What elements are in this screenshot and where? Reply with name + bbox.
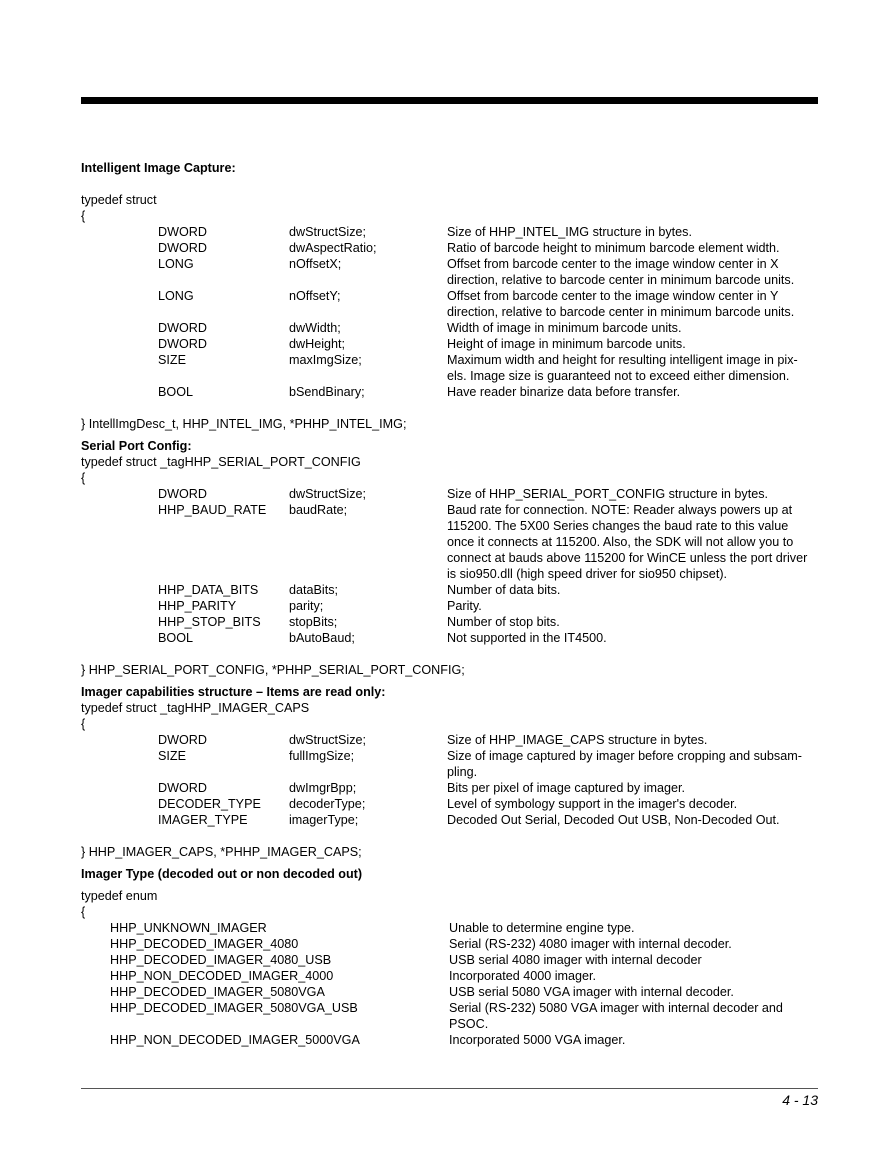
field-name: dwStructSize;: [289, 487, 366, 501]
field-name: dwAspectRatio;: [289, 241, 377, 255]
section-heading: Intelligent Image Capture:: [81, 161, 236, 175]
field-name: bSendBinary;: [289, 385, 365, 399]
enum-desc: Unable to determine engine type.: [449, 921, 635, 935]
field-name: fullImgSize;: [289, 749, 355, 763]
enum-desc: USB serial 4080 imager with internal decoder: [449, 953, 702, 967]
field-desc: Offset from barcode center to the image window center in Y direction, relative to barcode center in minimum barcode units.: [447, 289, 795, 319]
field-row: [81, 240, 818, 256]
field-name: maxImgSize;: [289, 353, 362, 367]
open-brace: {: [81, 905, 86, 919]
field-desc: Height of image in minimum barcode units.: [447, 337, 686, 351]
field-type: DWORD: [158, 337, 207, 351]
field-type: DWORD: [158, 487, 207, 501]
field-desc: Decoded Out Serial, Decoded Out USB, Non-Decoded Out.: [447, 813, 780, 827]
typedef-open: typedef enum: [81, 889, 158, 903]
field-type: DWORD: [158, 225, 207, 239]
field-type: DWORD: [158, 733, 207, 747]
enum-name: HHP_DECODED_IMAGER_5080VGA_USB: [110, 1001, 358, 1015]
field-name: dwStructSize;: [289, 225, 366, 239]
enum-name: HHP_NON_DECODED_IMAGER_4000: [110, 969, 334, 983]
field-name: dwWidth;: [289, 321, 341, 335]
section-heading: Serial Port Config:: [81, 439, 192, 453]
field-name: imagerType;: [289, 813, 359, 827]
field-name: dwStructSize;: [289, 733, 366, 747]
enum-row: [81, 968, 818, 984]
field-name: decoderType;: [289, 797, 366, 811]
field-name: baudRate;: [289, 503, 348, 517]
field-desc: Have reader binarize data before transfer.: [447, 385, 681, 399]
field-name: dwImgrBpp;: [289, 781, 357, 795]
field-name: bAutoBaud;: [289, 631, 355, 645]
field-type: HHP_BAUD_RATE: [158, 503, 267, 517]
field-desc: Size of HHP_INTEL_IMG structure in bytes.: [447, 225, 692, 239]
field-name: stopBits;: [289, 615, 338, 629]
section-heading: Imager Type (decoded out or non decoded out): [81, 867, 363, 881]
typedef-close: } IntellImgDesc_t, HHP_INTEL_IMG, *PHHP_INTEL_IMG;: [81, 417, 407, 431]
field-row: [81, 224, 818, 240]
field-name: nOffsetX;: [289, 257, 342, 271]
field-row: [81, 384, 818, 400]
enum-name: HHP_DECODED_IMAGER_4080_USB: [110, 953, 332, 967]
field-row: [81, 352, 818, 384]
field-desc: Baud rate for connection. NOTE: Reader always powers up at 115200. The 5X00 Series changes the baud rate to this value once it connects at 115200. Also, the SDK will not allow you to connect at bauds above 115200 for WinCE unless the port driver is sio950.dll (high speed driver for sio950 chipset).: [447, 503, 808, 581]
enum-row: [81, 920, 818, 936]
enum-name: HHP_UNKNOWN_IMAGER: [110, 921, 267, 935]
field-row: [81, 288, 818, 320]
field-name: parity;: [289, 599, 324, 613]
field-name: dataBits;: [289, 583, 339, 597]
document-body: [81, 160, 818, 1048]
field-row: [81, 256, 818, 288]
section-heading: Imager capabilities structure – Items are read only:: [81, 685, 386, 699]
field-row: [81, 502, 818, 582]
field-row: [81, 336, 818, 352]
field-desc: Not supported in the IT4500.: [447, 631, 607, 645]
field-row: [81, 630, 818, 646]
field-type: BOOL: [158, 385, 193, 399]
enum-desc: Incorporated 5000 VGA imager.: [449, 1033, 626, 1047]
enum-row: [81, 1032, 818, 1048]
open-brace: {: [81, 209, 86, 223]
field-desc: Level of symbology support in the imager's decoder.: [447, 797, 738, 811]
field-row: [81, 486, 818, 502]
field-name: nOffsetY;: [289, 289, 341, 303]
field-row: [81, 614, 818, 630]
enum-desc: Incorporated 4000 imager.: [449, 969, 597, 983]
field-type: DWORD: [158, 781, 207, 795]
field-type: LONG: [158, 257, 194, 271]
enum-row: [81, 1000, 818, 1032]
field-desc: Parity.: [447, 599, 482, 613]
field-type: LONG: [158, 289, 194, 303]
top-rule: [81, 97, 818, 104]
page-number: 4 - 13: [782, 1092, 818, 1108]
field-type: IMAGER_TYPE: [158, 813, 248, 827]
field-desc: Size of HHP_IMAGE_CAPS structure in bytes.: [447, 733, 708, 747]
enum-name: HHP_DECODED_IMAGER_4080: [110, 937, 299, 951]
enum-name: HHP_DECODED_IMAGER_5080VGA: [110, 985, 325, 999]
field-row: [81, 812, 818, 828]
field-row: [81, 780, 818, 796]
field-row: [81, 582, 818, 598]
field-type: HHP_PARITY: [158, 599, 237, 613]
field-type: SIZE: [158, 749, 186, 763]
typedef-open: typedef struct _tagHHP_SERIAL_PORT_CONFIG: [81, 455, 361, 469]
field-type: DWORD: [158, 321, 207, 335]
field-desc: Maximum width and height for resulting intelligent image in pix-els. Image size is guaranteed not to exceed either dimension.: [447, 353, 798, 383]
field-type: DECODER_TYPE: [158, 797, 261, 811]
enum-desc: Serial (RS-232) 5080 VGA imager with internal decoder and PSOC.: [449, 1001, 783, 1031]
enum-desc: Serial (RS-232) 4080 imager with internal decoder.: [449, 937, 732, 951]
field-desc: Bits per pixel of image captured by imager.: [447, 781, 686, 795]
enum-row: [81, 936, 818, 952]
enum-desc: USB serial 5080 VGA imager with internal decoder.: [449, 985, 734, 999]
field-type: HHP_STOP_BITS: [158, 615, 261, 629]
field-desc: Ratio of barcode height to minimum barcode element width.: [447, 241, 780, 255]
field-type: BOOL: [158, 631, 193, 645]
field-type: SIZE: [158, 353, 186, 367]
enum-row: [81, 952, 818, 968]
open-brace: {: [81, 471, 86, 485]
field-type: DWORD: [158, 241, 207, 255]
field-row: [81, 598, 818, 614]
field-desc: Size of HHP_SERIAL_PORT_CONFIG structure in bytes.: [447, 487, 769, 501]
typedef-close: } HHP_SERIAL_PORT_CONFIG, *PHHP_SERIAL_PORT_CONFIG;: [81, 663, 465, 677]
field-name: dwHeight;: [289, 337, 346, 351]
field-desc: Number of data bits.: [447, 583, 561, 597]
enum-name: HHP_NON_DECODED_IMAGER_5000VGA: [110, 1033, 360, 1047]
enum-row: [81, 984, 818, 1000]
field-type: HHP_DATA_BITS: [158, 583, 259, 597]
field-row: [81, 732, 818, 748]
typedef-open: typedef struct _tagHHP_IMAGER_CAPS: [81, 701, 310, 715]
field-desc: Width of image in minimum barcode units.: [447, 321, 682, 335]
bottom-rule: [81, 1088, 818, 1089]
typedef-open: typedef struct: [81, 193, 157, 207]
field-desc: Offset from barcode center to the image window center in X direction, relative to barcode center in minimum barcode units.: [447, 257, 795, 287]
field-row: [81, 748, 818, 780]
typedef-close: } HHP_IMAGER_CAPS, *PHHP_IMAGER_CAPS;: [81, 845, 362, 859]
field-row: [81, 320, 818, 336]
field-desc: Number of stop bits.: [447, 615, 560, 629]
field-desc: Size of image captured by imager before cropping and subsam-pling.: [447, 749, 802, 779]
field-row: [81, 796, 818, 812]
open-brace: {: [81, 717, 86, 731]
